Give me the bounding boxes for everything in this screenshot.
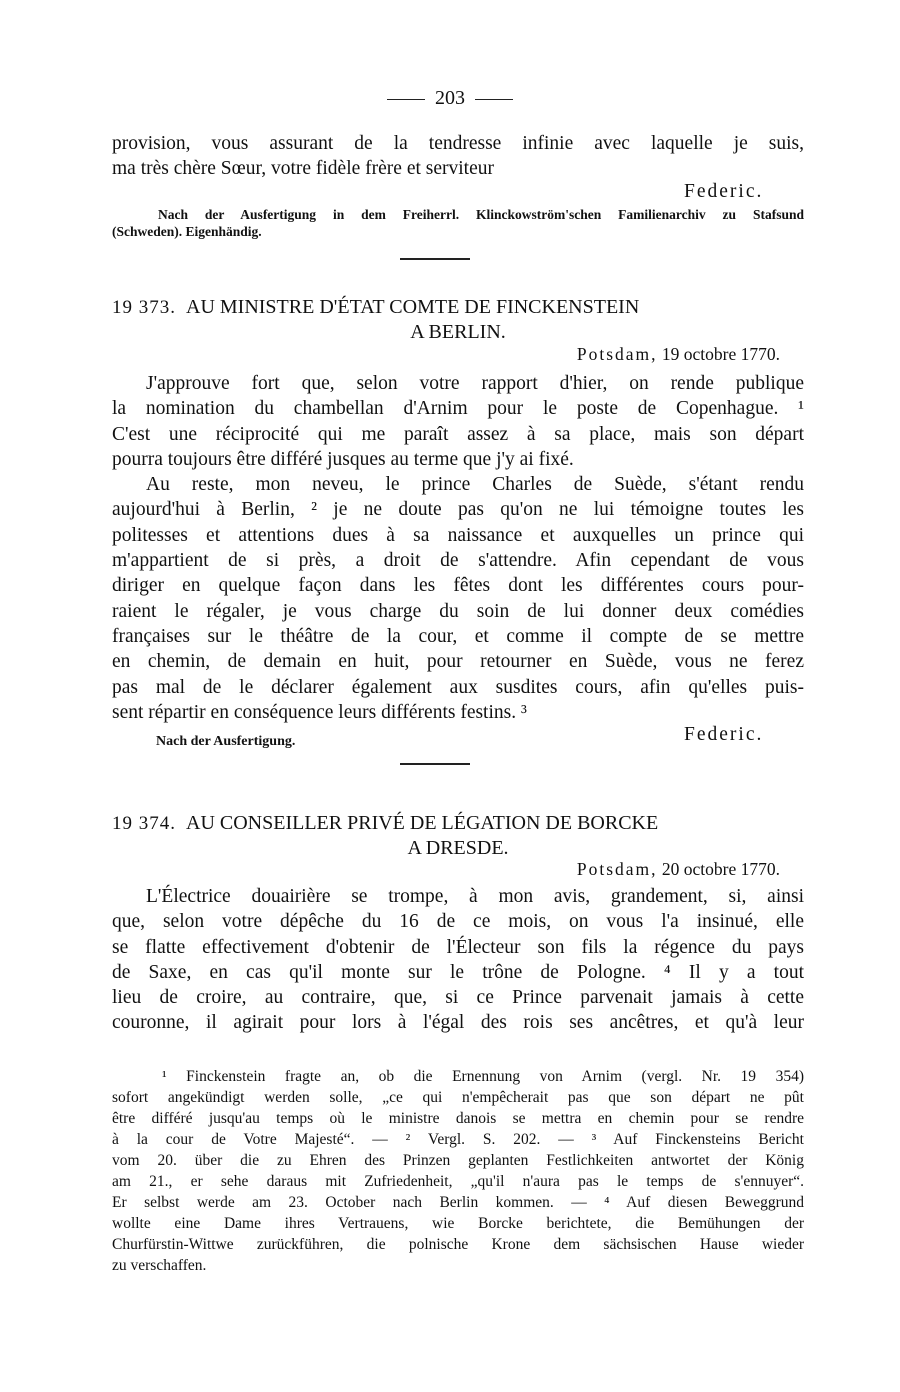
- intro-text: [112, 131, 804, 182]
- text-line: J'approuve fort que, selon votre rapport d'hier, on rende publique: [146, 373, 804, 394]
- text-line: raient le régaler, je vous charge du soin de lui donner deux comédies: [112, 600, 804, 622]
- intro-signature: Federic.: [684, 181, 764, 202]
- letter-body: [112, 369, 804, 725]
- text-line: provision, vous assurant de la tendresse infinie avec laquelle je suis,: [112, 133, 804, 154]
- text-line: m'appartient de si près, a droit de s'attendre. Afin cependant de vous: [112, 550, 804, 572]
- section-divider: [400, 763, 470, 765]
- text-line: françaises sur le théâtre de la cour, et comme il compte de se mettre: [112, 625, 804, 647]
- text-line: aujourd'hui à Berlin, ² je ne doute pas qu'on ne lui témoigne toutes les: [112, 499, 804, 521]
- header-dash-left: [387, 99, 425, 100]
- footnote-line: vom 20. über die zu Ehren des Prinzen geplanten Festlichkeiten antwortet der König: [112, 1152, 804, 1169]
- footnotes: [112, 1066, 804, 1276]
- letter-date: [577, 344, 780, 365]
- text-line: de Saxe, en cas qu'il monte sur le trône de Pologne. ⁴ Il y a tout: [112, 961, 804, 983]
- footnote-line: sofort angekündigt werden solle, „ce qui n'empêcherait pas que son départ ne pût: [112, 1089, 804, 1106]
- source-line: Nach der Ausfertigung in dem Freiherrl. Klinckowström'schen Familienarchiv zu Stafsund: [158, 207, 804, 222]
- page-number: 203: [435, 87, 465, 109]
- footnote-line: à la cour de Votre Majesté“. — ² Vergl. S. 202. — ³ Auf Finckensteins Bericht: [112, 1131, 804, 1148]
- letter-heading: [112, 811, 804, 861]
- text-line: politesses et attentions dues à sa naissance et auxquelles un prince qui: [112, 524, 804, 546]
- footnote-line: wollte eine Dame ihres Vertrauens, wie Borcke berichtete, die Bemühungen der: [112, 1215, 804, 1232]
- footnote-line: zu verschaffen.: [112, 1257, 207, 1274]
- footnote-line: ¹ Finckenstein fragte an, ob die Ernennung von Arnim (vergl. Nr. 19 354): [162, 1068, 804, 1085]
- intro-source-note: [112, 206, 804, 240]
- date-value: 20 octobre 1770.: [661, 859, 780, 879]
- date-place: Potsdam,: [576, 859, 658, 879]
- text-line: couronne, il agirait pour lors à l'égal des rois ses ancêtres, et qu'à leur: [112, 1012, 804, 1034]
- footnote-line: Er selbst werde am 23. October nach Berlin kommen. — ⁴ Auf diesen Beweggrund: [112, 1194, 804, 1211]
- text-line: que, selon votre dépêche du 16 de ce mois, on vous l'a insinué, elle: [112, 911, 804, 933]
- letter-number: 19 373.: [112, 297, 176, 318]
- date-place: Potsdam,: [576, 344, 658, 364]
- text-line: diriger en quelque façon dans les fêtes dont les différentes cours pour-: [112, 575, 804, 597]
- letter-date: [577, 859, 780, 880]
- page-header: [0, 86, 900, 110]
- text-line: pourra toujours être différé jusques au terme que j'y ai fixé.: [112, 448, 574, 470]
- source-line: (Schweden). Eigenhändig.: [112, 224, 262, 239]
- date-value: 19 octobre 1770.: [661, 344, 780, 364]
- text-line: lieu de croire, au contraire, que, si ce Prince parvenait jamais à cette: [112, 987, 804, 1009]
- text-line: sent répartir en conséquence leurs différents festins. ³: [112, 701, 527, 723]
- letter-body: [112, 884, 804, 1036]
- text-line: en chemin, de demain en huit, pour retourner en Suède, vous ne ferez: [112, 651, 804, 673]
- letter-signature: Federic.: [684, 724, 764, 745]
- footnote-line: Churfürstin-Wittwe zurückführen, die polnische Krone dem sächsischen Hause wieder: [112, 1236, 804, 1253]
- letter-number: 19 374.: [112, 813, 176, 834]
- text-line: L'Électrice douairière se trompe, à mon avis, grandement, si, ainsi: [146, 886, 804, 907]
- text-line: pas mal de le déclarer également aux susdites cours, afin qu'elles puis-: [112, 676, 804, 698]
- section-divider: [400, 258, 470, 260]
- text-line: ma très chère Sœur, votre fidèle frère et serviteur: [112, 158, 494, 180]
- text-line: la nomination du chambellan d'Arnim pour le poste de Copenhague. ¹: [112, 398, 804, 420]
- footnote-line: am 21., er sehe daraus mit Zufriedenheit, „qu'il n'aura pas le temps de s'ennuyer“.: [112, 1173, 804, 1190]
- text-line: se flatte effectivement d'obtenir de l'Électeur son fils la régence du pays: [112, 936, 804, 958]
- header-dash-right: [475, 99, 513, 100]
- text-line: Au reste, mon neveu, le prince Charles de Suède, s'étant rendu: [146, 474, 804, 496]
- letter-title: AU MINISTRE D'ÉTAT COMTE DE FINCKENSTEIN: [186, 296, 640, 318]
- letter-heading: [112, 295, 804, 345]
- letter-title-line2: A BERLIN.: [410, 321, 506, 343]
- letter-title-line2: A DRESDE.: [407, 837, 509, 859]
- letter-title: AU CONSEILLER PRIVÉ DE LÉGATION DE BORCKE: [186, 812, 659, 834]
- footnote-line: être différé jusqu'au temps où le ministre danois se mettra en chemin pour se rendre: [112, 1110, 804, 1127]
- letter-source-note: Nach der Ausfertigung.: [156, 734, 296, 749]
- text-line: C'est une réciprocité qui me paraît assez à sa place, mais son départ: [112, 423, 804, 445]
